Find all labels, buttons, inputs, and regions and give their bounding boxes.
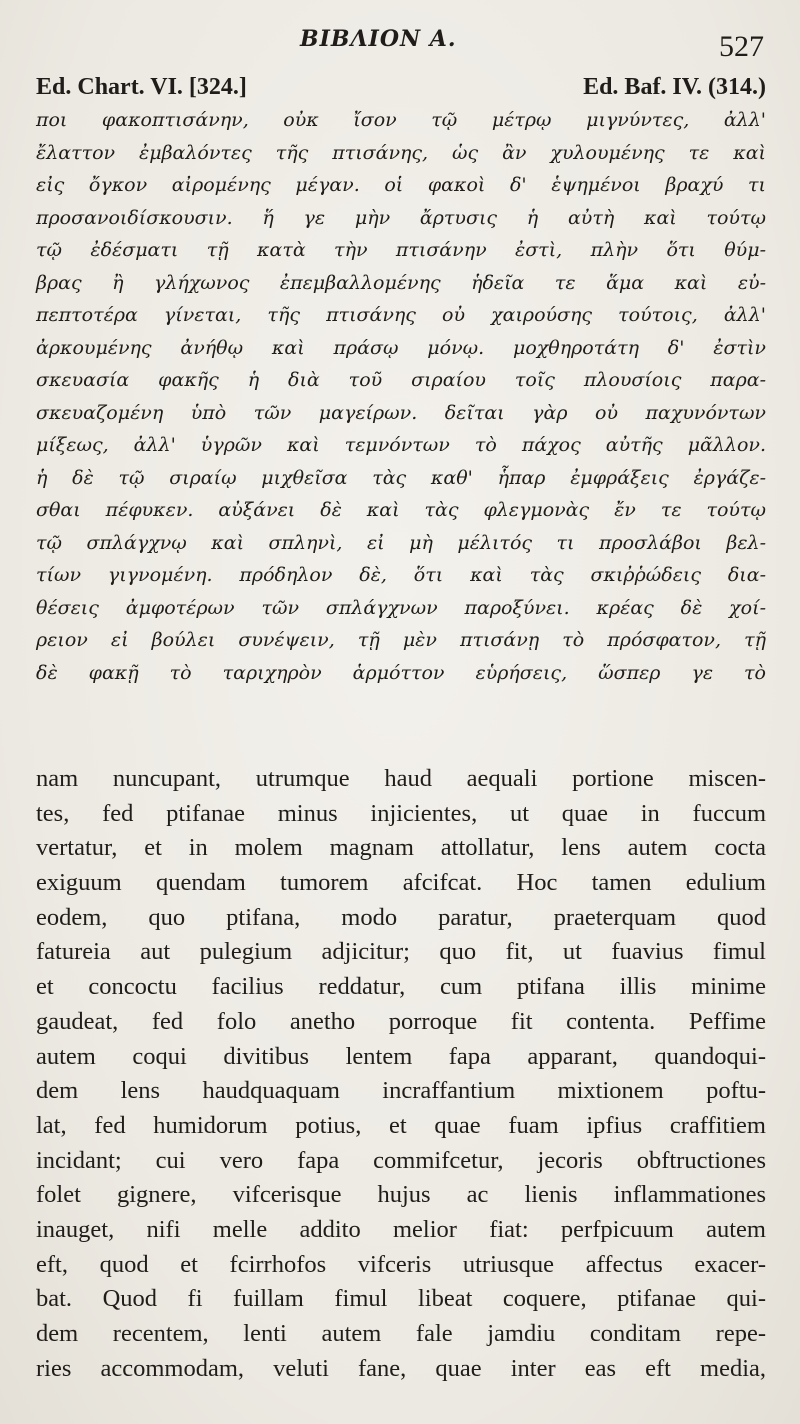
latin-text-line: eft, quod et fcirrhofos vifceris utriusque affectus exacer- bbox=[36, 1250, 766, 1278]
greek-text-line: δὲ φακῇ τὸ ταριχηρὸν ἁρμόττον εὑρήσεις, ὥσπερ γε τὸ bbox=[36, 661, 766, 684]
latin-text-line: tes, fed ptifanae minus injicientes, ut quae in fuccum bbox=[36, 799, 766, 827]
greek-text-line: ποι φακοπτισάνην, οὐκ ἴσον τῷ μέτρῳ μιγνύντες, ἀλλ' bbox=[36, 109, 766, 131]
latin-text-line: inauget, nifi melle addito melior fiat: perfpicuum autem bbox=[36, 1215, 766, 1243]
greek-text-line: εἰς ὄγκον αἰρομένης μέγαν. οἱ φακοὶ δ' ἑψημένοι βραχύ τι bbox=[36, 174, 766, 196]
latin-text-line: eodem, quo ptifana, modo paratur, praeterquam quod bbox=[36, 903, 766, 931]
latin-text-line: et concoctu facilius reddatur, cum ptifana illis minime bbox=[36, 973, 766, 1001]
latin-text-line: exiguum quendam tumorem afcifcat. Hoc tamen edulium bbox=[36, 869, 766, 897]
edition-basel-reference: Ed. Baf. IV. (314.) bbox=[583, 74, 766, 100]
greek-text-line: μίξεως, ἀλλ' ὑγρῶν καὶ τεμνόντων τὸ πάχος αὐτῆς μᾶλλον. bbox=[36, 434, 766, 456]
greek-text-block bbox=[36, 104, 766, 689]
greek-text-line: τῷ σπλάγχνῳ καὶ σπληνὶ, εἰ μὴ μέλιτός τι προσλάβοι βελ- bbox=[36, 531, 766, 554]
latin-text-line: autem coqui divitibus lentem fapa apparant, quandoqui- bbox=[36, 1042, 766, 1070]
greek-text-line: ἀρκουμένης ἀνήθῳ καὶ πράσῳ μόνῳ. μοχθηροτάτη δ' ἐστὶν bbox=[36, 336, 766, 359]
latin-text-line: lat, fed humidorum potius, et quae fuam ipfius craffitiem bbox=[36, 1111, 766, 1139]
latin-text-line: dem lens haudquaquam incraffantium mixtionem poftu- bbox=[36, 1077, 766, 1105]
greek-text-line: σθαι πέφυκεν. αὐξάνει δὲ καὶ τὰς φλεγμονὰς ἔν τε τούτῳ bbox=[36, 499, 766, 521]
greek-text-line: ἡ δὲ τῷ σιραίῳ μιχθεῖσα τὰς καθ' ἧπαρ ἐμφράξεις ἐργάζε- bbox=[36, 466, 766, 489]
latin-text-line: nam nuncupant, utrumque haud aequali portione miscen- bbox=[36, 765, 766, 792]
edition-chartier-reference: Ed. Chart. VI. [324.] bbox=[36, 74, 247, 100]
latin-text-line: dem recentem, lenti autem fale jamdiu conditam repe- bbox=[36, 1320, 766, 1347]
latin-text-block bbox=[36, 762, 766, 1386]
greek-text-line: πεπτοτέρα γίνεται, τῆς πτισάνης οὐ χαιρούσης τούτοις, ἀλλ' bbox=[36, 304, 766, 326]
latin-text-line: gaudeat, fed folo anetho porroque fit contenta. Peffime bbox=[36, 1007, 766, 1035]
latin-text-line: incidant; cui vero fapa commifcetur, jecoris obftructiones bbox=[36, 1146, 766, 1174]
greek-text-line: προσανοιδίσκουσιν. ἥ γε μὴν ἄρτυσις ἡ αὐτὴ καὶ τούτῳ bbox=[36, 206, 766, 229]
latin-text-line: vertatur, et in molem magnam attollatur, lens autem cocta bbox=[36, 834, 766, 862]
edition-reference-line bbox=[36, 74, 766, 104]
greek-text-line: βρας ἢ γλήχωνος ἐπεμβαλλομένης ἡδεῖα τε ἅμα καὶ εὐ- bbox=[36, 271, 766, 294]
latin-text-line: fatureia aut pulegium adjicitur; quo fit, ut fuavius fimul bbox=[36, 938, 766, 966]
greek-text-line: σκευαζομένη ὑπὸ τῶν μαγείρων. δεῖται γὰρ οὐ παχυνόντων bbox=[36, 401, 766, 424]
latin-text-line: bat. Quod fi fuillam fimul libeat coquere, ptifanae qui- bbox=[36, 1285, 766, 1313]
greek-text-line: ρειον εἰ βούλει συνέψειν, τῇ μὲν πτισάνῃ τὸ πρόσφατον, τῇ bbox=[36, 629, 766, 651]
page-number: 527 bbox=[719, 30, 764, 63]
greek-text-line: ἔλαττον ἐμβαλόντες τῆς πτισάνης, ὡς ἂν χυλουμένης τε καὶ bbox=[36, 141, 766, 164]
greek-text-line: σκευασία φακῆς ἡ διὰ τοῦ σιραίου τοῖς πλουσίοις παρα- bbox=[36, 369, 766, 391]
running-head: ΒΙΒΛΙΟΝ Α. bbox=[300, 26, 457, 52]
greek-text-line: τῷ ἐδέσματι τῇ κατὰ τὴν πτισάνην ἐστὶ, πλὴν ὅτι θύμ- bbox=[36, 239, 766, 261]
greek-text-line: τίων γιγνομένη. πρόδηλον δὲ, ὅτι καὶ τὰς σκιῤῥώδεις δια- bbox=[36, 564, 766, 586]
latin-text-line: folet gignere, vifcerisque hujus ac lienis inflammationes bbox=[36, 1181, 766, 1209]
greek-text-line: θέσεις ἀμφοτέρων τῶν σπλάγχνων παροξύνει. κρέας δὲ χοί- bbox=[36, 596, 766, 619]
latin-text-line: ries accommodam, veluti fane, quae inter eas eft media, bbox=[36, 1354, 766, 1382]
